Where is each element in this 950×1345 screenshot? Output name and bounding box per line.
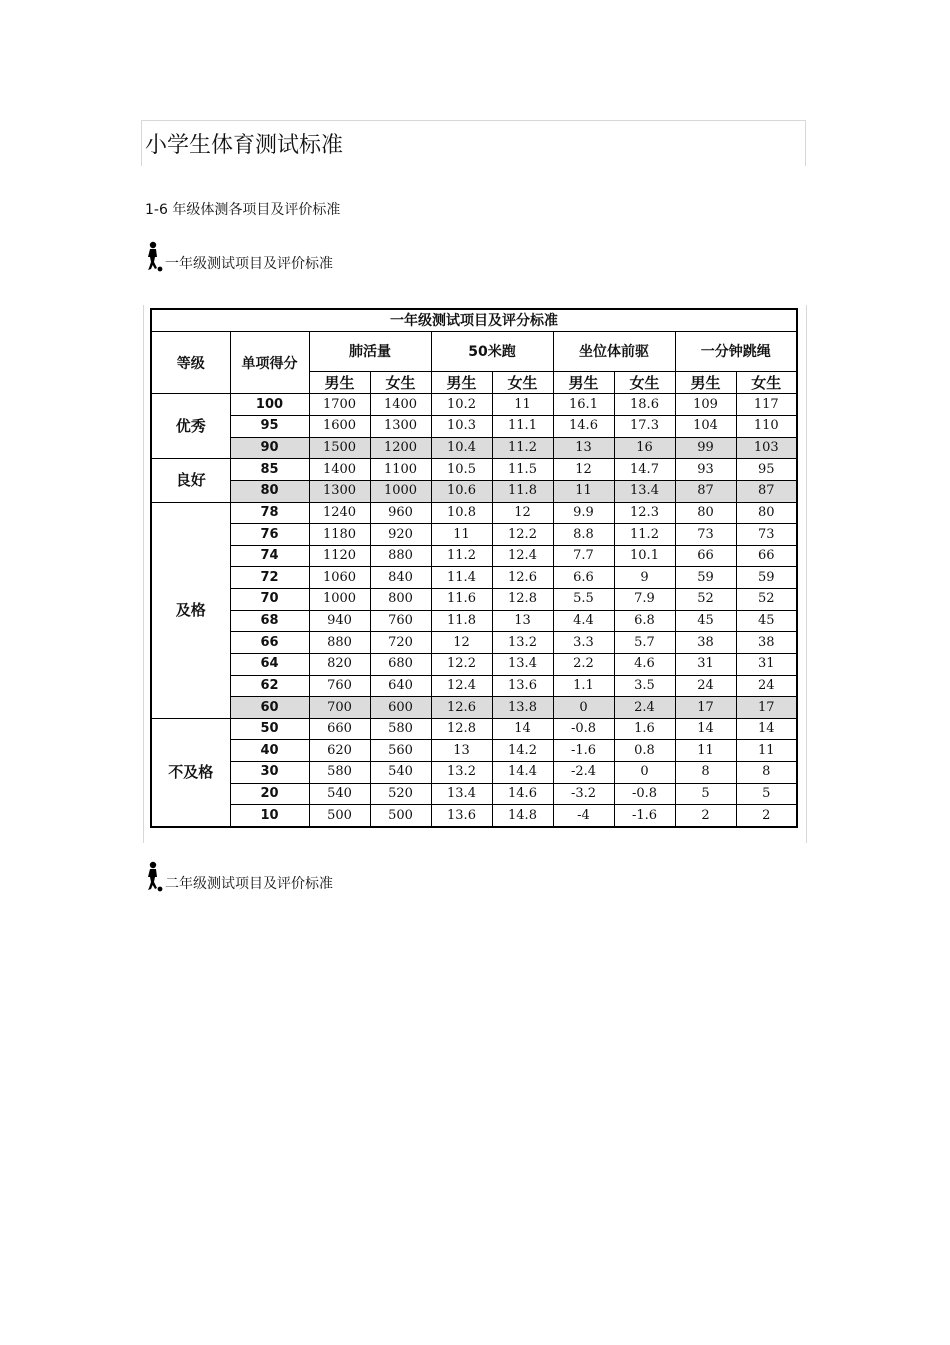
score-cell: 40 <box>230 740 309 762</box>
score-cell: 72 <box>230 567 309 589</box>
value-cell: 1200 <box>370 437 431 459</box>
score-cell: 60 <box>230 697 309 719</box>
value-cell: 11.5 <box>492 459 553 481</box>
score-cell: 66 <box>230 632 309 654</box>
page-subtitle: 1-6 年级体测各项目及评价标准 <box>145 202 341 218</box>
section-grade2-label: 二年级测试项目及评价标准 <box>165 876 333 892</box>
page-title-box <box>141 120 806 166</box>
table-row <box>151 502 797 524</box>
value-cell: 13.2 <box>431 762 492 784</box>
value-cell: 14.7 <box>614 459 675 481</box>
value-cell: 4.6 <box>614 653 675 675</box>
value-cell: 11 <box>736 740 797 762</box>
value-cell: 10.1 <box>614 545 675 567</box>
value-cell: 11 <box>675 740 736 762</box>
value-cell: 13.4 <box>492 653 553 675</box>
value-cell: 10.3 <box>431 416 492 438</box>
value-cell: 11.8 <box>431 610 492 632</box>
page-title: 小学生体育测试标准 <box>145 133 344 158</box>
value-cell: 12.6 <box>492 567 553 589</box>
score-cell: 80 <box>230 480 309 502</box>
value-cell: 9 <box>614 567 675 589</box>
value-cell: 13 <box>492 610 553 632</box>
male-header: 男生 <box>675 371 736 394</box>
value-cell: 11.1 <box>492 416 553 438</box>
value-cell: 10.4 <box>431 437 492 459</box>
value-cell: 720 <box>370 632 431 654</box>
table-row <box>151 632 797 654</box>
value-cell: 1120 <box>309 545 370 567</box>
value-cell: 10.6 <box>431 480 492 502</box>
score-column-header: 单项得分 <box>230 331 309 394</box>
value-cell: -4 <box>553 805 614 827</box>
value-cell: 11.2 <box>431 545 492 567</box>
score-cell: 85 <box>230 459 309 481</box>
value-cell: 0 <box>553 697 614 719</box>
value-cell: 8 <box>675 762 736 784</box>
table-row <box>151 610 797 632</box>
table-row <box>151 589 797 611</box>
score-cell: 68 <box>230 610 309 632</box>
value-cell: 93 <box>675 459 736 481</box>
value-cell: 11.4 <box>431 567 492 589</box>
value-cell: 1060 <box>309 567 370 589</box>
value-cell: 880 <box>309 632 370 654</box>
grade1-score-table <box>150 308 798 828</box>
value-cell: 45 <box>736 610 797 632</box>
score-cell: 95 <box>230 416 309 438</box>
female-header: 女生 <box>370 371 431 394</box>
value-cell: 0 <box>614 762 675 784</box>
grade-column-header: 等级 <box>151 331 230 394</box>
value-cell: 9.9 <box>553 502 614 524</box>
table-caption: 一年级测试项目及评分标准 <box>151 309 797 331</box>
value-cell: -1.6 <box>553 740 614 762</box>
value-cell: 1600 <box>309 416 370 438</box>
score-cell: 20 <box>230 783 309 805</box>
grade-label-fail: 不及格 <box>151 718 230 827</box>
value-cell: 11 <box>431 524 492 546</box>
value-cell: 52 <box>736 589 797 611</box>
value-cell: 940 <box>309 610 370 632</box>
value-cell: 66 <box>675 545 736 567</box>
value-cell: 660 <box>309 718 370 740</box>
value-cell: 840 <box>370 567 431 589</box>
value-cell: 14.6 <box>492 783 553 805</box>
female-header: 女生 <box>492 371 553 394</box>
value-cell: 1300 <box>370 416 431 438</box>
value-cell: 14 <box>492 718 553 740</box>
value-cell: 16.1 <box>553 394 614 416</box>
value-cell: 12.8 <box>492 589 553 611</box>
value-cell: 117 <box>736 394 797 416</box>
soccer-player-icon <box>145 860 165 892</box>
value-cell: 700 <box>309 697 370 719</box>
value-cell: 2 <box>675 805 736 827</box>
value-cell: -3.2 <box>553 783 614 805</box>
value-cell: 14 <box>675 718 736 740</box>
value-cell: 6.8 <box>614 610 675 632</box>
table-row <box>151 697 797 719</box>
value-cell: 95 <box>736 459 797 481</box>
table-row <box>151 545 797 567</box>
value-cell: 13.8 <box>492 697 553 719</box>
value-cell: 500 <box>370 805 431 827</box>
value-cell: 1400 <box>370 394 431 416</box>
value-cell: 17.3 <box>614 416 675 438</box>
value-cell: 12.2 <box>431 653 492 675</box>
value-cell: 800 <box>370 589 431 611</box>
value-cell: 73 <box>675 524 736 546</box>
table-row <box>151 653 797 675</box>
value-cell: 760 <box>370 610 431 632</box>
value-cell: 80 <box>736 502 797 524</box>
value-cell: 73 <box>736 524 797 546</box>
table-row <box>151 675 797 697</box>
value-cell: 2 <box>736 805 797 827</box>
value-cell: 11.2 <box>492 437 553 459</box>
value-cell: 12.2 <box>492 524 553 546</box>
score-cell: 62 <box>230 675 309 697</box>
value-cell: 6.6 <box>553 567 614 589</box>
value-cell: 80 <box>675 502 736 524</box>
value-cell: 500 <box>309 805 370 827</box>
value-cell: 10.5 <box>431 459 492 481</box>
value-cell: 580 <box>309 762 370 784</box>
value-cell: 99 <box>675 437 736 459</box>
male-header: 男生 <box>309 371 370 394</box>
value-cell: 12 <box>431 632 492 654</box>
value-cell: 109 <box>675 394 736 416</box>
score-cell: 76 <box>230 524 309 546</box>
value-cell: 16 <box>614 437 675 459</box>
value-cell: 11.6 <box>431 589 492 611</box>
value-cell: 31 <box>736 653 797 675</box>
value-cell: 110 <box>736 416 797 438</box>
table-row <box>151 762 797 784</box>
value-cell: 104 <box>675 416 736 438</box>
value-cell: 59 <box>675 567 736 589</box>
value-cell: 13.2 <box>492 632 553 654</box>
value-cell: 760 <box>309 675 370 697</box>
score-cell: 78 <box>230 502 309 524</box>
value-cell: 680 <box>370 653 431 675</box>
value-cell: 31 <box>675 653 736 675</box>
value-cell: 13.6 <box>492 675 553 697</box>
item-header-rope-skipping: 一分钟跳绳 <box>675 331 797 371</box>
value-cell: 14.8 <box>492 805 553 827</box>
value-cell: -0.8 <box>614 783 675 805</box>
value-cell: 960 <box>370 502 431 524</box>
value-cell: 1100 <box>370 459 431 481</box>
value-cell: 5 <box>736 783 797 805</box>
female-header: 女生 <box>614 371 675 394</box>
male-header: 男生 <box>553 371 614 394</box>
value-cell: 12.4 <box>431 675 492 697</box>
value-cell: 5 <box>675 783 736 805</box>
item-header-50m-run: 50米跑 <box>431 331 553 371</box>
value-cell: 540 <box>309 783 370 805</box>
soccer-player-icon <box>145 240 165 272</box>
value-cell: 7.7 <box>553 545 614 567</box>
value-cell: 14.6 <box>553 416 614 438</box>
value-cell: -2.4 <box>553 762 614 784</box>
table-row <box>151 783 797 805</box>
value-cell: 520 <box>370 783 431 805</box>
value-cell: 620 <box>309 740 370 762</box>
value-cell: 12 <box>553 459 614 481</box>
value-cell: 10.2 <box>431 394 492 416</box>
value-cell: 10.8 <box>431 502 492 524</box>
value-cell: 87 <box>675 480 736 502</box>
value-cell: 4.4 <box>553 610 614 632</box>
table-row <box>151 567 797 589</box>
value-cell: 3.5 <box>614 675 675 697</box>
table-row <box>151 718 797 740</box>
value-cell: 600 <box>370 697 431 719</box>
value-cell: 12 <box>492 502 553 524</box>
value-cell: 1400 <box>309 459 370 481</box>
table-row <box>151 416 797 438</box>
value-cell: 38 <box>736 632 797 654</box>
grade-label-pass: 及格 <box>151 502 230 718</box>
score-cell: 100 <box>230 394 309 416</box>
value-cell: 11 <box>553 480 614 502</box>
value-cell: -0.8 <box>553 718 614 740</box>
value-cell: 52 <box>675 589 736 611</box>
table-frame <box>143 305 807 843</box>
value-cell: 12.3 <box>614 502 675 524</box>
value-cell: 5.7 <box>614 632 675 654</box>
value-cell: 2.4 <box>614 697 675 719</box>
value-cell: 580 <box>370 718 431 740</box>
value-cell: 13.4 <box>431 783 492 805</box>
value-cell: 2.2 <box>553 653 614 675</box>
value-cell: 640 <box>370 675 431 697</box>
value-cell: 66 <box>736 545 797 567</box>
value-cell: 1300 <box>309 480 370 502</box>
value-cell: 18.6 <box>614 394 675 416</box>
value-cell: 5.5 <box>553 589 614 611</box>
value-cell: 87 <box>736 480 797 502</box>
value-cell: 14 <box>736 718 797 740</box>
value-cell: 1700 <box>309 394 370 416</box>
item-header-sit-and-reach: 坐位体前驱 <box>553 331 675 371</box>
value-cell: 920 <box>370 524 431 546</box>
value-cell: 14.2 <box>492 740 553 762</box>
table-row <box>151 480 797 502</box>
female-header: 女生 <box>736 371 797 394</box>
value-cell: 45 <box>675 610 736 632</box>
value-cell: 11 <box>492 394 553 416</box>
value-cell: 1000 <box>370 480 431 502</box>
score-cell: 30 <box>230 762 309 784</box>
section-grade1-label: 一年级测试项目及评价标准 <box>165 256 333 272</box>
value-cell: 24 <box>736 675 797 697</box>
value-cell: 59 <box>736 567 797 589</box>
value-cell: 820 <box>309 653 370 675</box>
score-cell: 70 <box>230 589 309 611</box>
table-row <box>151 459 797 481</box>
value-cell: 880 <box>370 545 431 567</box>
value-cell: 13.4 <box>614 480 675 502</box>
value-cell: 13 <box>553 437 614 459</box>
value-cell: 8 <box>736 762 797 784</box>
value-cell: 11.2 <box>614 524 675 546</box>
score-cell: 50 <box>230 718 309 740</box>
male-header: 男生 <box>431 371 492 394</box>
value-cell: 1240 <box>309 502 370 524</box>
score-cell: 64 <box>230 653 309 675</box>
value-cell: -1.6 <box>614 805 675 827</box>
grade-label-good: 良好 <box>151 459 230 502</box>
value-cell: 1000 <box>309 589 370 611</box>
value-cell: 540 <box>370 762 431 784</box>
table-row <box>151 394 797 416</box>
score-cell: 90 <box>230 437 309 459</box>
item-header-lung-capacity: 肺活量 <box>309 331 431 371</box>
value-cell: 14.4 <box>492 762 553 784</box>
value-cell: 1.6 <box>614 718 675 740</box>
score-cell: 74 <box>230 545 309 567</box>
value-cell: 3.3 <box>553 632 614 654</box>
table-row <box>151 805 797 827</box>
value-cell: 12.4 <box>492 545 553 567</box>
table-row <box>151 740 797 762</box>
value-cell: 38 <box>675 632 736 654</box>
value-cell: 13 <box>431 740 492 762</box>
table-row <box>151 524 797 546</box>
value-cell: 0.8 <box>614 740 675 762</box>
value-cell: 12.8 <box>431 718 492 740</box>
value-cell: 1180 <box>309 524 370 546</box>
score-cell: 10 <box>230 805 309 827</box>
value-cell: 12.6 <box>431 697 492 719</box>
value-cell: 7.9 <box>614 589 675 611</box>
table-row <box>151 437 797 459</box>
value-cell: 13.6 <box>431 805 492 827</box>
value-cell: 17 <box>736 697 797 719</box>
value-cell: 11.8 <box>492 480 553 502</box>
value-cell: 1500 <box>309 437 370 459</box>
value-cell: 8.8 <box>553 524 614 546</box>
value-cell: 560 <box>370 740 431 762</box>
grade-label-excellent: 优秀 <box>151 394 230 459</box>
value-cell: 24 <box>675 675 736 697</box>
value-cell: 1.1 <box>553 675 614 697</box>
value-cell: 17 <box>675 697 736 719</box>
value-cell: 103 <box>736 437 797 459</box>
